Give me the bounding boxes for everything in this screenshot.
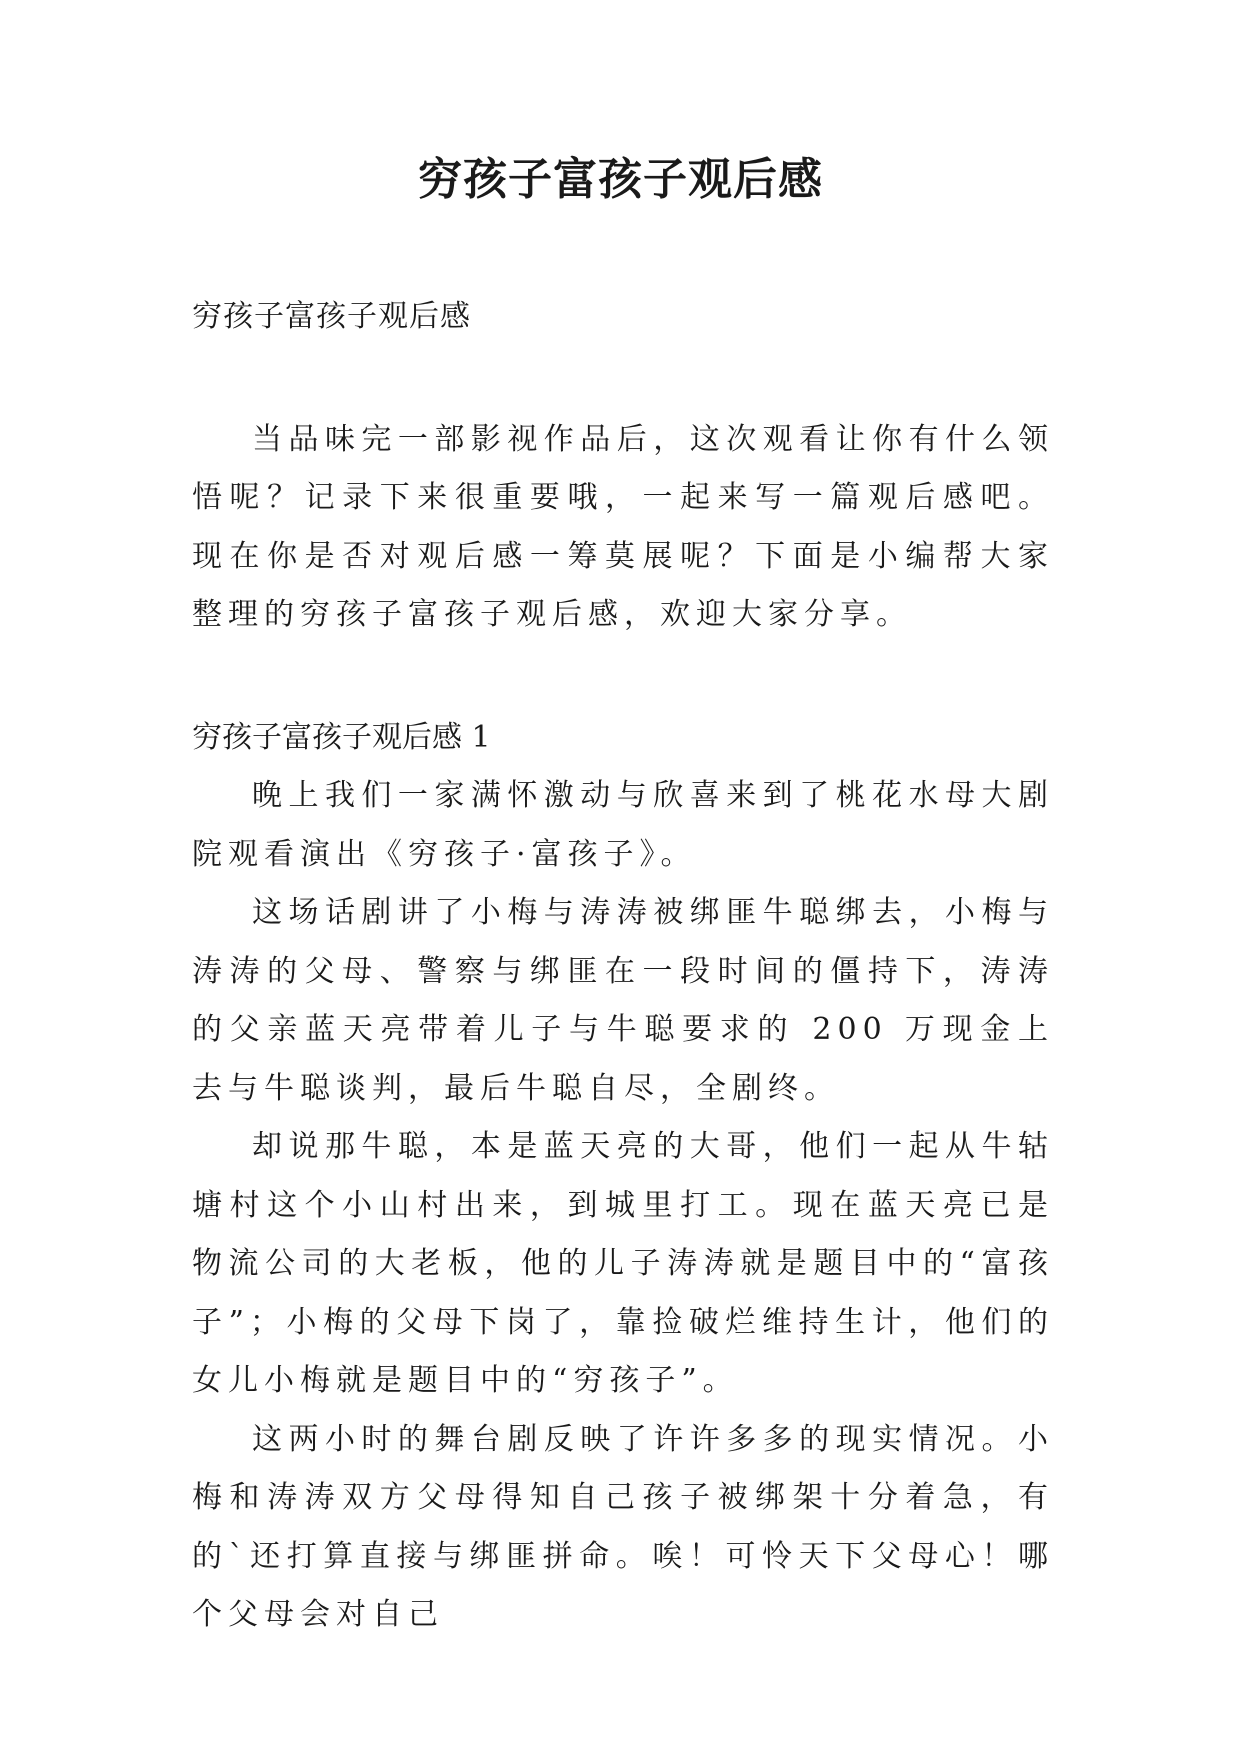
- section-heading: 穷孩子富孩子观后感 1: [192, 719, 491, 755]
- spacer: [192, 645, 1054, 709]
- paragraph: 这两小时的舞台剧反映了许许多多的现实情况。小梅和涛涛双方父母得知自己孩子被绑架十分着急，有的`还打算直接与绑匪拼命。唉！可怜天下父母心！哪个父母会对自己: [192, 1421, 1054, 1632]
- paragraph: 这场话剧讲了小梅与涛涛被绑匪牛聪绑去，小梅与涛涛的父母、警察与绑匪在一段时间的僵持下，涛涛的父亲蓝天亮带着儿子与牛聪要求的 200 万现金上去与牛聪谈判，最后牛聪自尽，全剧终。: [192, 895, 1054, 1106]
- document-body: [192, 288, 1054, 1645]
- document-subtitle: 穷孩子富孩子观后感: [192, 299, 471, 334]
- document-title: 穷孩子富孩子观后感: [418, 154, 823, 205]
- intro-paragraph: 当品味完一部影视作品后，这次观看让你有什么领悟呢？记录下来很重要哦，一起来写一篇观后感吧。现在你是否对观后感一筹莫展呢？下面是小编帮大家整理的穷孩子富孩子观后感，欢迎大家分享。: [192, 421, 1054, 632]
- paragraph: 晚上我们一家满怀激动与欣喜来到了桃花水母大剧院观看演出《穷孩子·富孩子》。: [192, 778, 1054, 872]
- spacer: [192, 347, 1054, 411]
- paragraph: 却说那牛聪，本是蓝天亮的大哥，他们一起从牛轱塘村这个小山村出来，到城里打工。现在蓝天亮已是物流公司的大老板，他的儿子涛涛就是题目中的“富孩子”；小梅的父母下岗了，靠捡破烂维持生计，他们的女儿小梅就是题目中的“穷孩子”。: [192, 1129, 1054, 1398]
